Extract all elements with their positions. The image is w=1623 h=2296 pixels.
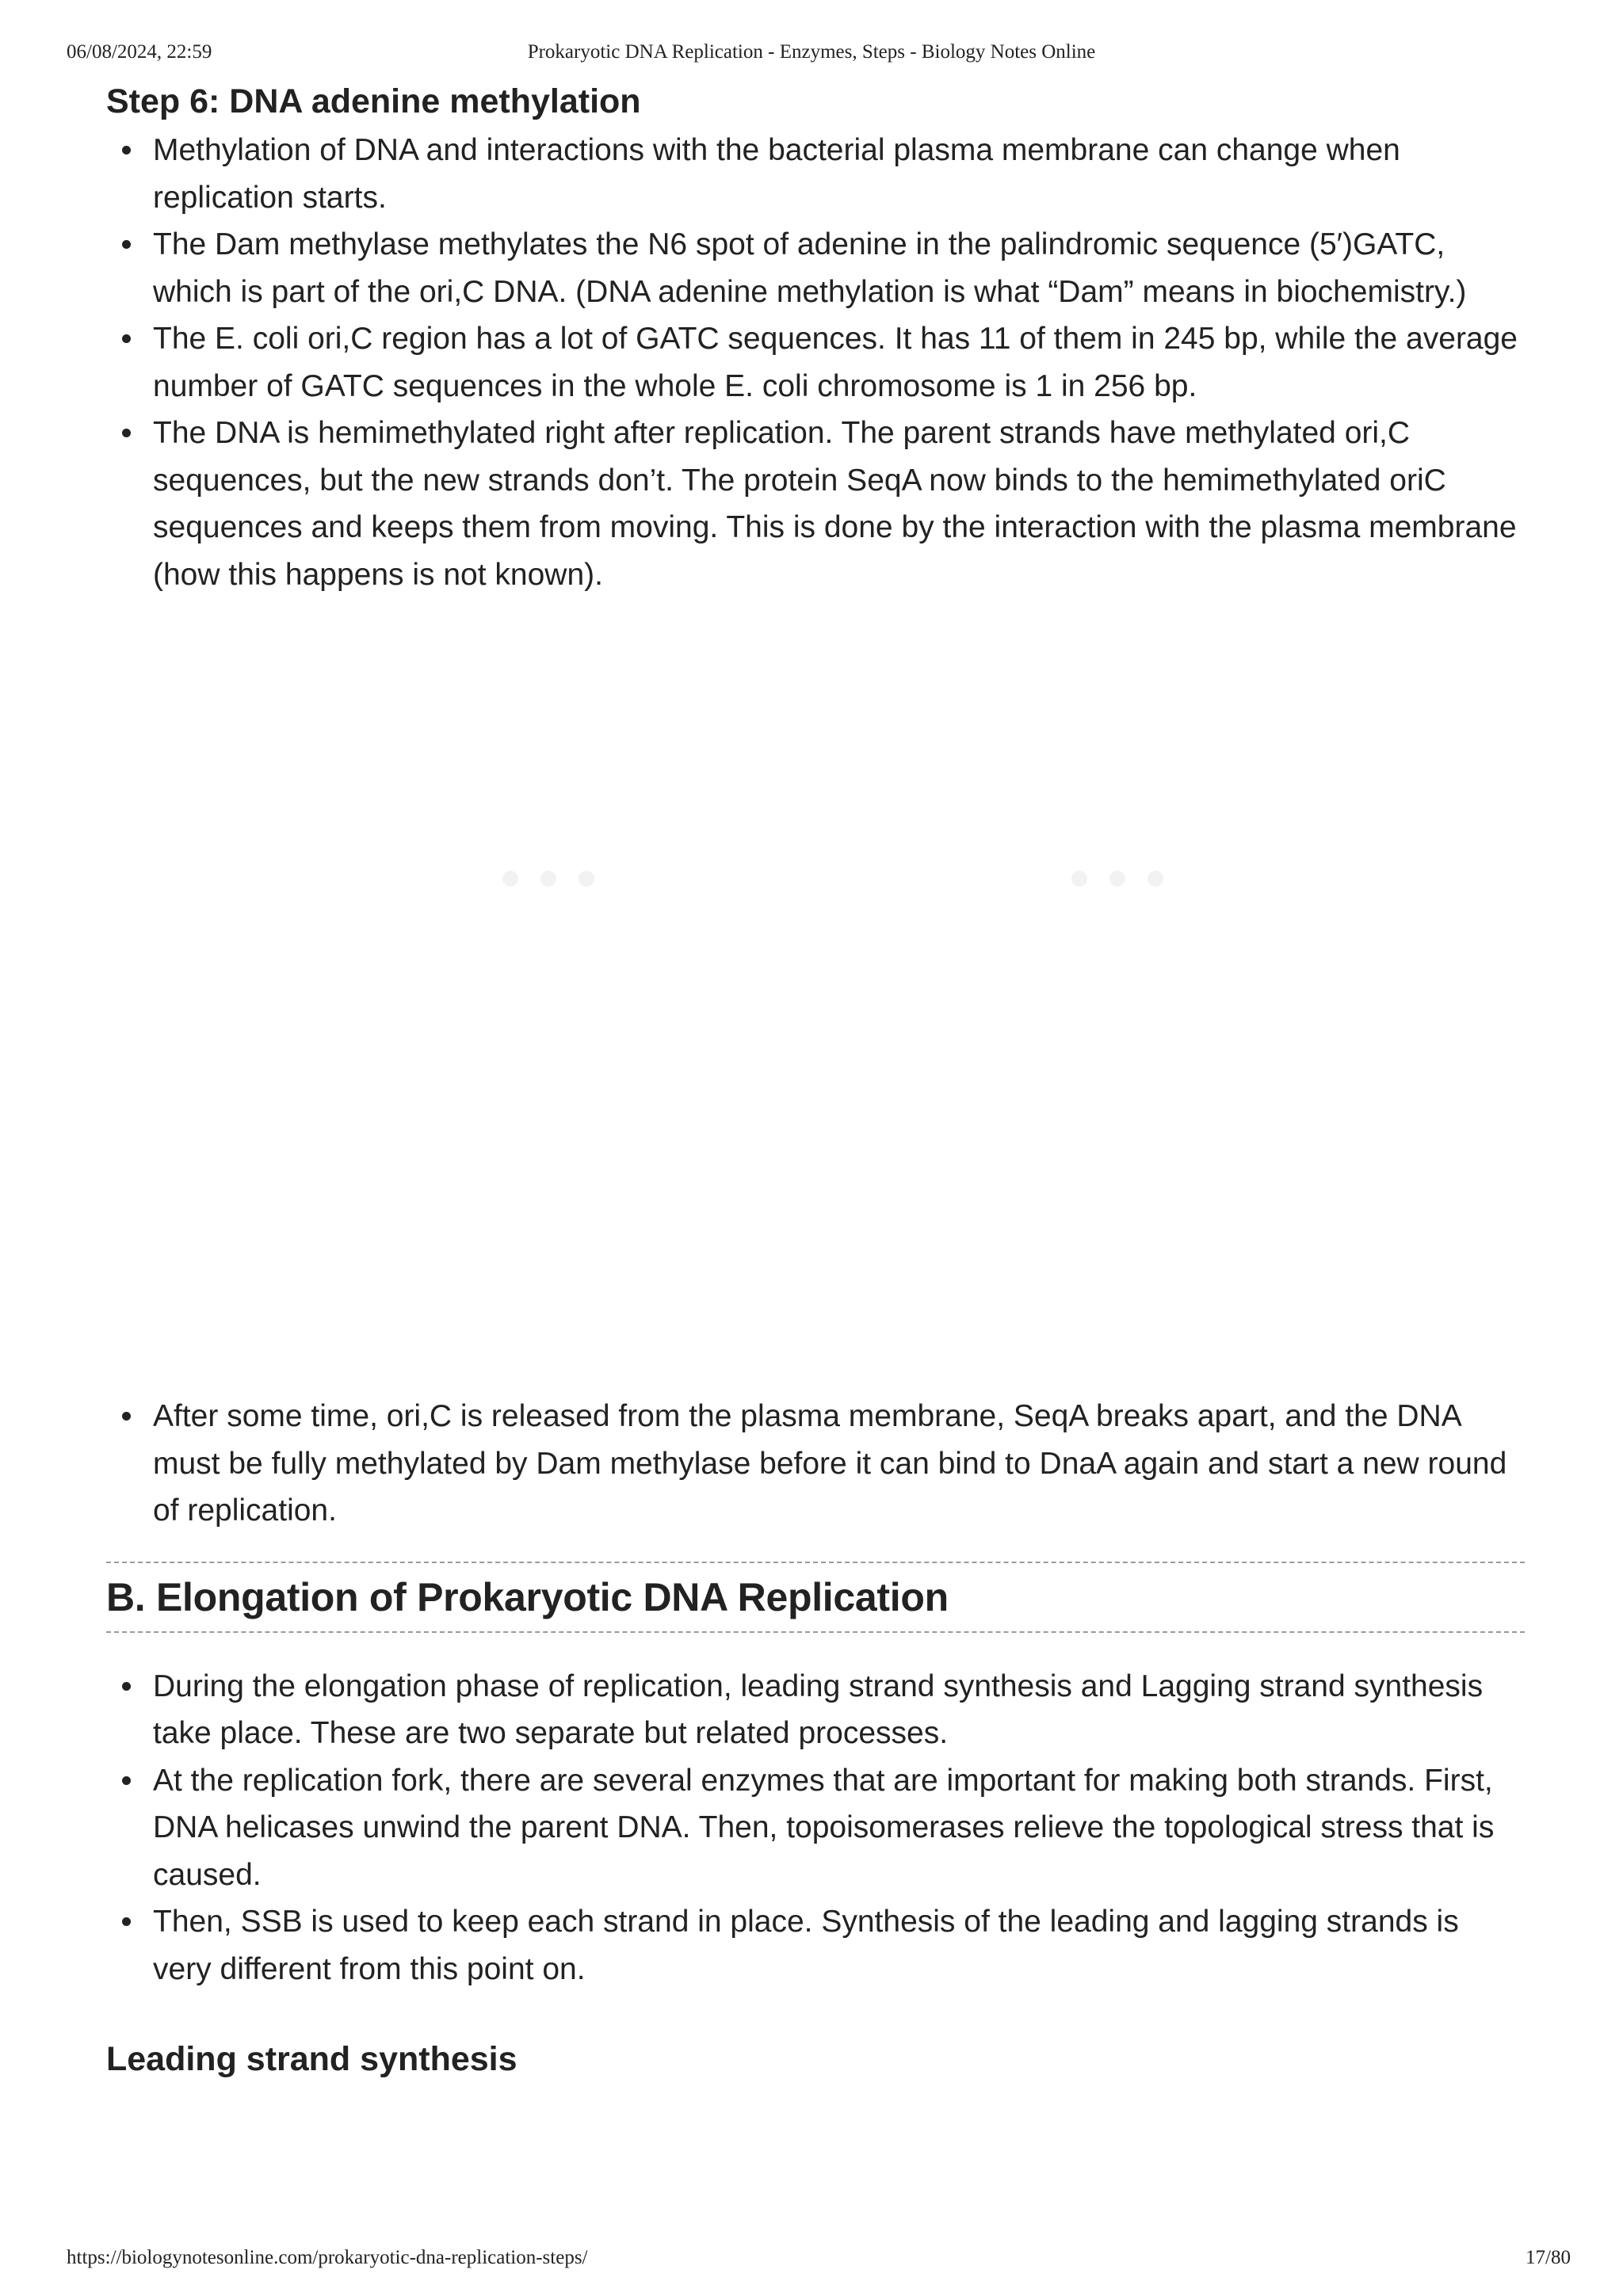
print-page-title: Prokaryotic DNA Replication - Enzymes, Steps - Biology Notes Online — [527, 41, 1096, 63]
list-item — [106, 1898, 1525, 1993]
leading-strand-heading: Leading strand synthesis — [106, 2040, 517, 2078]
step-6-heading: Step 6: DNA adenine methylation — [106, 82, 641, 120]
list-item — [106, 127, 1525, 221]
print-footer — [0, 2247, 1623, 2274]
list-item — [106, 1663, 1525, 1757]
list-item — [106, 315, 1525, 410]
bullet-icon — [122, 1412, 131, 1421]
bullet-icon — [122, 1776, 131, 1785]
list-item — [106, 221, 1525, 315]
bullet-icon — [122, 429, 131, 437]
print-page-number: 17/80 — [1526, 2247, 1571, 2268]
elongation-bullet-list — [106, 1663, 1525, 1993]
section-divider-bottom — [106, 1631, 1525, 1633]
image-loading-placeholder — [106, 598, 1525, 1393]
bullet-icon — [122, 146, 131, 154]
bullet-icon — [122, 240, 131, 249]
list-item-text: During the elongation phase of replication, leading strand synthesis and Lagging strand synthesis take place. These are two separate but related processes. — [153, 1669, 1484, 1750]
list-item-text: The E. coli ori,C region has a lot of GATC sequences. It has 11 of them in 245 bp, while the average number of GATC sequences in the whole E. coli chromosome is 1 in 256 bp. — [153, 322, 1518, 403]
print-url: https://biologynotesonline.com/prokaryotic-dna-replication-steps/ — [67, 2247, 588, 2268]
step-6-bullet-list — [106, 127, 1525, 598]
bullet-icon — [122, 1917, 131, 1926]
list-item — [106, 1393, 1525, 1535]
print-header — [0, 41, 1623, 68]
list-item-text: Then, SSB is used to keep each strand in place. Synthesis of the leading and lagging strands is very different from this point on. — [153, 1905, 1459, 1986]
list-item-text: The DNA is hemimethylated right after replication. The parent strands have methylated ori,C sequences, but the new strands don’t. The protein SeqA now binds to the hemimethylated oriC sequences and keeps them from moving. This is done by the interaction with the plasma membrane (how this happens is not known). — [153, 416, 1517, 592]
loading-dots-icon — [1071, 871, 1163, 887]
print-datetime: 06/08/2024, 22:59 — [67, 41, 212, 63]
list-item — [106, 1757, 1525, 1899]
bullet-icon — [122, 334, 131, 343]
loading-dots-icon — [502, 871, 594, 887]
list-item-text: After some time, ori,C is released from the plasma membrane, SeqA breaks apart, and the DNA must be fully methylated by Dam methylase before it can bind to DnaA again and start a new round of replication. — [153, 1399, 1507, 1527]
list-item-text: Methylation of DNA and interactions with the bacterial plasma membrane can change when replication starts. — [153, 133, 1400, 215]
list-item-text: The Dam methylase methylates the N6 spot of adenine in the palindromic sequence (5′)GATC, which is part of the ori,C DNA. (DNA adenine methylation is what “Dam” means in biochemistry.) — [153, 227, 1467, 309]
article-content — [106, 76, 1525, 2084]
list-item-text: At the replication fork, there are several enzymes that are important for making both strands. First, DNA helicases unwind the parent DNA. Then, topoisomerases relieve the topological stress that is caused. — [153, 1763, 1495, 1892]
bullet-icon — [122, 1682, 131, 1691]
step-6-bullet-list-continued — [106, 1393, 1525, 1535]
elongation-heading: B. Elongation of Prokaryotic DNA Replication — [106, 1574, 949, 1619]
list-item — [106, 410, 1525, 598]
